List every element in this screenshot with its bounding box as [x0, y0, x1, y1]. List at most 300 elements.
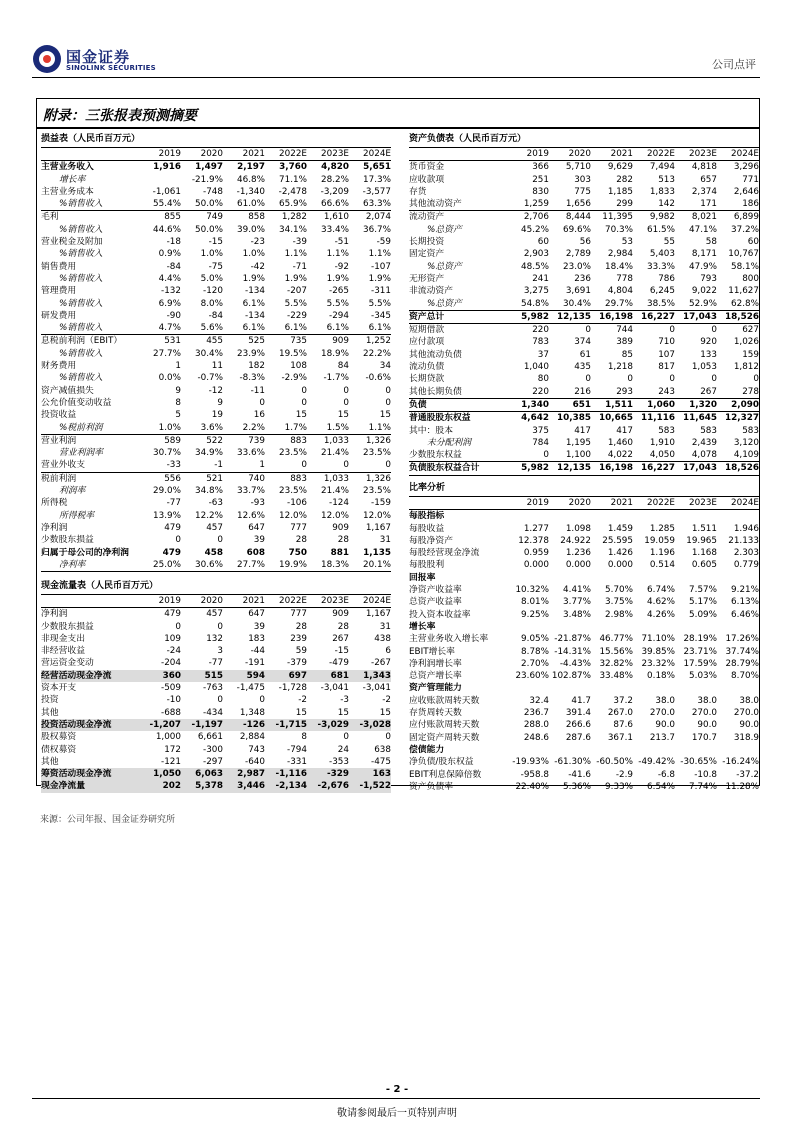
- row-value: -640: [245, 756, 265, 767]
- table-row: [41, 372, 391, 384]
- table-row: [41, 273, 391, 285]
- row-value: 7.74%: [689, 781, 717, 792]
- row-value: 12,135: [549, 462, 591, 475]
- row-label: %总资产: [427, 261, 462, 272]
- row-value: 457: [206, 522, 223, 533]
- row-value: [591, 621, 633, 633]
- table-row: [41, 534, 391, 546]
- row-label: 资产管理能力: [409, 683, 462, 694]
- row-value: 69.6%: [563, 224, 591, 235]
- table-row: [41, 485, 391, 497]
- row-value: 6.46%: [731, 609, 759, 620]
- row-label: 所得税: [41, 498, 68, 509]
- page-header: [0, 0, 794, 90]
- row-value: 0: [217, 695, 223, 706]
- row-value: -15: [208, 237, 223, 248]
- column-header: 2024E: [717, 148, 759, 161]
- row-value: -2: [298, 695, 307, 706]
- row-label: 总资产收益率: [409, 597, 462, 608]
- row-label: 普通股股东权益: [409, 413, 471, 424]
- column-header: 2021: [591, 497, 633, 510]
- row-value: 17.59%: [683, 658, 717, 669]
- row-value: -39: [292, 237, 307, 248]
- row-value: 0: [669, 325, 675, 336]
- row-value: -159: [371, 498, 391, 509]
- row-value: 1.9%: [242, 273, 265, 284]
- row-value: -4.43%: [559, 658, 591, 669]
- row-value: 627: [742, 325, 759, 336]
- row-label: 每股指标: [409, 511, 445, 522]
- table-row: [409, 336, 759, 348]
- row-value: 0: [711, 325, 717, 336]
- row-value: 28: [337, 621, 349, 632]
- row-value: 4,642: [521, 413, 549, 424]
- row-value: 12.0%: [279, 510, 307, 521]
- row-value: 6,899: [733, 212, 759, 223]
- row-value: 58.1%: [731, 261, 759, 272]
- row-value: [675, 682, 717, 694]
- row-value: 657: [700, 174, 717, 185]
- row-value: 1,460: [607, 437, 633, 448]
- row-label: %税前利润: [41, 422, 139, 435]
- row-value: 11.28%: [725, 781, 759, 792]
- row-value: -134: [245, 286, 265, 297]
- table-row: [41, 161, 391, 174]
- row-value: -207: [287, 286, 307, 297]
- table-row: [41, 707, 391, 719]
- row-label: %销售收入: [59, 373, 103, 384]
- row-value: 0: [217, 621, 223, 632]
- row-value: 50.0%: [181, 198, 223, 211]
- row-value: 216: [549, 386, 591, 399]
- row-value: -509: [161, 683, 181, 694]
- table-row: [41, 360, 391, 372]
- row-label: 投资收益: [41, 410, 77, 421]
- row-value: 28: [295, 621, 307, 632]
- row-value: 2.98%: [605, 609, 633, 620]
- row-value: -77: [208, 658, 223, 669]
- row-value: 44.6%: [153, 224, 181, 235]
- row-value: 784: [532, 437, 549, 448]
- header-spacer: [41, 148, 139, 161]
- row-label: 非现金支出: [41, 633, 85, 644]
- row-value: 2,197: [237, 162, 265, 173]
- row-value: -0.7%: [197, 373, 223, 384]
- row-label: 固定资产: [409, 249, 445, 260]
- row-label: 资产减值损失: [41, 385, 94, 396]
- row-value: 743: [248, 744, 265, 755]
- row-label: 销售费用: [41, 261, 77, 272]
- row-label: EBIT利息保障倍数: [409, 769, 482, 780]
- row-value: 27.7%: [223, 559, 265, 572]
- row-value: 267: [332, 633, 349, 644]
- row-value: 239: [290, 633, 307, 644]
- row-value: 11,645: [683, 413, 717, 424]
- row-value: 1.0%: [139, 422, 181, 435]
- row-value: 6.1%: [349, 322, 391, 335]
- row-value: 23.32%: [641, 658, 675, 669]
- row-value: 1.946: [733, 523, 759, 534]
- appendix-title: 附录：三张报表预测摘要: [43, 108, 197, 124]
- row-value: -794: [287, 744, 307, 755]
- row-value: 15: [295, 410, 307, 421]
- row-label: 负债: [409, 398, 507, 411]
- row-value: 5.5%: [284, 298, 307, 309]
- row-value: 6.1%: [223, 322, 265, 335]
- row-value: 583: [742, 425, 759, 436]
- table-row: [41, 731, 391, 743]
- row-label: 投资活动现金净流: [41, 719, 139, 731]
- table-row: [409, 547, 759, 559]
- row-value: 556: [164, 473, 181, 484]
- column-header: 2023E: [307, 595, 349, 608]
- row-value: 438: [374, 633, 391, 644]
- row-value: 710: [658, 337, 675, 348]
- row-value: 771: [742, 174, 759, 185]
- column-header: 2020: [181, 595, 223, 608]
- row-value: -329: [307, 768, 349, 780]
- row-value: 0: [217, 535, 223, 546]
- row-value: 15: [295, 707, 307, 718]
- income-statement-title: 损益表（人民币百万元）: [41, 132, 391, 148]
- row-value: 30.6%: [181, 559, 223, 572]
- row-value: 19: [211, 410, 223, 421]
- row-value: 15: [337, 707, 349, 718]
- row-value: 6,063: [181, 768, 223, 780]
- row-value: 1,282: [281, 212, 307, 223]
- row-label: 营运资金变动: [41, 658, 94, 669]
- table-row: [41, 236, 391, 248]
- table-row: [41, 657, 391, 669]
- row-value: 4,820: [321, 162, 349, 173]
- table-row: [41, 397, 391, 409]
- row-value: -14.31%: [554, 646, 591, 657]
- row-value: 920: [700, 337, 717, 348]
- row-value: -1,728: [278, 683, 307, 694]
- row-value: -8.3%: [239, 373, 265, 384]
- table-row: [409, 719, 759, 731]
- row-value: 0.779: [733, 560, 759, 571]
- row-value: 9,022: [691, 286, 717, 297]
- row-value: 22.40%: [515, 781, 549, 792]
- row-value: 2.70%: [521, 658, 549, 669]
- row-label: 息税前利润（EBIT）: [41, 336, 123, 347]
- table-row: [409, 449, 759, 462]
- header-row: [409, 148, 759, 161]
- row-value: 5.5%: [368, 298, 391, 309]
- row-value: [507, 510, 549, 523]
- row-value: 0: [627, 374, 633, 385]
- row-value: [633, 621, 675, 633]
- row-value: 37.2%: [731, 224, 759, 235]
- row-value: 4,109: [717, 449, 759, 462]
- row-value: 48.5%: [521, 261, 549, 272]
- row-value: 24: [337, 744, 349, 755]
- row-label: 净利率: [41, 559, 139, 572]
- table-row: [41, 198, 391, 211]
- row-label: %销售收入: [59, 249, 103, 260]
- row-value: -3,041: [320, 683, 349, 694]
- row-value: -19.93%: [512, 757, 549, 768]
- row-value: -75: [208, 261, 223, 272]
- row-value: 28: [337, 535, 349, 546]
- row-value: -1,116: [265, 768, 307, 780]
- row-value: 8.0%: [200, 298, 223, 309]
- row-value: 19.059: [644, 535, 675, 546]
- row-value: 10,385: [557, 413, 591, 424]
- row-value: 2,646: [733, 186, 759, 197]
- row-value: 47.1%: [689, 224, 717, 235]
- row-value: 777: [290, 522, 307, 533]
- row-label: %总资产: [427, 224, 462, 235]
- row-value: 56: [579, 237, 591, 248]
- row-value: 30.4%: [549, 298, 591, 311]
- table-row: [409, 186, 759, 198]
- row-value: -15: [334, 646, 349, 657]
- row-value: 33.7%: [237, 486, 265, 497]
- row-value: 0.959: [523, 548, 549, 559]
- row-value: 2,984: [607, 249, 633, 260]
- row-label: 净利润: [41, 522, 68, 533]
- row-value: -267: [371, 658, 391, 669]
- row-value: [675, 510, 717, 523]
- row-value: 202: [139, 780, 181, 792]
- row-value: 740: [248, 473, 265, 484]
- row-value: 1.1%: [349, 422, 391, 435]
- row-value: 0: [301, 397, 307, 408]
- row-value: -6.8: [657, 769, 675, 780]
- row-value: 9: [217, 397, 223, 408]
- row-label: 利润率: [59, 486, 86, 497]
- row-label: 股权募资: [41, 732, 77, 743]
- row-value: 1,033: [323, 473, 349, 484]
- row-value: 0: [343, 385, 349, 396]
- row-value: 236: [574, 273, 591, 284]
- row-value: 0: [175, 535, 181, 546]
- row-value: -23: [250, 237, 265, 248]
- table-row: [409, 682, 759, 694]
- row-value: -1,207: [139, 719, 181, 731]
- row-value: 287.6: [565, 732, 591, 743]
- table-row: [41, 719, 391, 731]
- row-value: 793: [700, 273, 717, 284]
- table-row: [41, 409, 391, 421]
- row-value: -748: [203, 186, 223, 197]
- row-value: 61.5%: [647, 224, 675, 235]
- row-label: 应付账款周转天数: [409, 720, 480, 731]
- table-row: [41, 559, 391, 572]
- row-value: 84: [337, 361, 349, 372]
- row-value: 366: [532, 162, 549, 173]
- row-value: 19.5%: [279, 348, 307, 359]
- row-value: 142: [633, 198, 675, 211]
- row-value: 55.4%: [139, 198, 181, 211]
- table-row: [409, 349, 759, 361]
- table-row: [409, 412, 759, 425]
- table-row: [41, 310, 391, 322]
- row-value: 0: [385, 385, 391, 396]
- row-value: [717, 744, 759, 756]
- row-value: 7,494: [649, 162, 675, 173]
- row-value: 133: [700, 349, 717, 360]
- row-value: 32.4: [529, 695, 549, 706]
- row-value: 1.236: [565, 548, 591, 559]
- row-value: 17,043: [675, 310, 717, 323]
- row-value: -3,209: [320, 186, 349, 197]
- row-value: 1.098: [565, 523, 591, 534]
- row-value: 360: [139, 670, 181, 682]
- row-value: 1,252: [365, 336, 391, 347]
- row-value: 1,340: [507, 398, 549, 411]
- row-value: 12,327: [725, 413, 759, 424]
- row-label: 总资产增长率: [409, 671, 462, 682]
- row-value: 32.82%: [599, 658, 633, 669]
- row-value: 1.9%: [368, 273, 391, 284]
- row-value: -265: [329, 286, 349, 297]
- row-label: 少数股东损益: [41, 621, 94, 632]
- row-value: 5: [175, 410, 181, 421]
- table-row: [409, 609, 759, 621]
- row-value: 66.6%: [307, 198, 349, 211]
- row-value: 0: [585, 325, 591, 336]
- row-value: 0.18%: [647, 671, 675, 682]
- row-value: 1,833: [649, 186, 675, 197]
- ratio-analysis-title: 比率分析: [409, 481, 759, 497]
- row-value: 29.0%: [153, 486, 181, 497]
- row-value: 1,320: [675, 398, 717, 411]
- row-value: 367.1: [607, 732, 633, 743]
- row-value: 681: [307, 670, 349, 682]
- row-value: 6,245: [649, 286, 675, 297]
- row-value: 777: [290, 609, 307, 620]
- table-row: [41, 621, 391, 633]
- row-value: 12.2%: [195, 510, 223, 521]
- table-row: [409, 211, 759, 224]
- row-value: 183: [248, 633, 265, 644]
- row-value: 1,656: [549, 198, 591, 211]
- row-value: 3,275: [523, 286, 549, 297]
- column-header: 2022E: [633, 497, 675, 510]
- row-value: 34.1%: [279, 224, 307, 235]
- row-value: 1,916: [153, 162, 181, 173]
- row-value: -353: [329, 756, 349, 767]
- row-value: -3,029: [307, 719, 349, 731]
- row-value: -134: [245, 310, 265, 321]
- row-label: 营业利润率: [59, 448, 103, 459]
- row-value: 800: [742, 273, 759, 284]
- table-row: [41, 224, 391, 236]
- row-value: 1.9%: [284, 273, 307, 284]
- column-header: 2021: [223, 148, 265, 161]
- row-label: EBIT增长率: [409, 646, 455, 657]
- row-value: 270.0: [733, 708, 759, 719]
- row-label: 投资: [41, 695, 59, 706]
- row-value: 4.26%: [647, 609, 675, 620]
- row-value: -18: [166, 237, 181, 248]
- table-row: [409, 298, 759, 311]
- row-value: 2,706: [523, 212, 549, 223]
- cash-flow-statement: [41, 579, 391, 793]
- row-value: 220: [507, 386, 549, 399]
- row-value: 1: [223, 459, 265, 472]
- row-value: 5,982: [507, 462, 549, 475]
- row-value: 18.4%: [605, 261, 633, 272]
- row-value: 775: [574, 186, 591, 197]
- row-value: 23.0%: [563, 261, 591, 272]
- row-value: [549, 510, 591, 523]
- row-value: 9.05%: [521, 634, 549, 645]
- row-value: 1,610: [323, 212, 349, 223]
- row-label: %销售收入: [41, 322, 139, 335]
- row-value: 15: [337, 410, 349, 421]
- table-row: [409, 236, 759, 248]
- row-value: 267: [675, 386, 717, 399]
- row-value: 1.168: [691, 548, 717, 559]
- row-value: -21.87%: [554, 634, 591, 645]
- row-label: 营业外收支: [41, 459, 139, 472]
- row-value: 3.75%: [605, 597, 633, 608]
- row-value: 17,043: [675, 462, 717, 475]
- row-value: 1,026: [733, 337, 759, 348]
- row-value: 278: [717, 386, 759, 399]
- row-value: 10.32%: [515, 585, 549, 596]
- row-value: -204: [161, 658, 181, 669]
- row-value: 2,987: [223, 768, 265, 780]
- table-row: [41, 174, 391, 186]
- table-row: [41, 608, 391, 621]
- row-label: 税前利润: [41, 473, 77, 484]
- table-row: [409, 273, 759, 285]
- row-value: 248.6: [523, 732, 549, 743]
- row-value: 22.2%: [363, 348, 391, 359]
- row-value: 3,446: [223, 780, 265, 792]
- row-value: -84: [166, 261, 181, 272]
- row-value: -2,478: [278, 186, 307, 197]
- row-value: 23.71%: [683, 646, 717, 657]
- row-value: 47.9%: [689, 261, 717, 272]
- row-value: 37: [537, 349, 549, 360]
- balance-sheet: [409, 132, 759, 476]
- row-value: -1,522: [349, 780, 391, 792]
- row-label: 负债股东权益合计: [409, 462, 507, 475]
- header-spacer: [409, 148, 507, 161]
- row-label: 净利润增长率: [409, 658, 462, 669]
- row-value: 12.0%: [363, 510, 391, 521]
- row-label: 营业税金及附加: [41, 237, 103, 248]
- row-value: 25.595: [602, 535, 633, 546]
- row-value: 38.5%: [633, 298, 675, 311]
- row-value: 1.196: [649, 548, 675, 559]
- table-row: [409, 523, 759, 535]
- row-value: 647: [248, 522, 265, 533]
- balance-sheet-title: 资产负债表（人民币百万元）: [409, 132, 759, 148]
- appendix-box: [36, 98, 760, 792]
- row-label: 长期贷款: [409, 374, 445, 385]
- row-value: 33.6%: [237, 448, 265, 459]
- table-row: [41, 744, 391, 756]
- column-header: 2022E: [265, 595, 307, 608]
- row-value: 303: [574, 174, 591, 185]
- row-label: 归属于母公司的净利润: [41, 547, 129, 558]
- row-value: [591, 682, 633, 694]
- row-value: 28.19%: [683, 634, 717, 645]
- table-row: [409, 572, 759, 584]
- row-value: -21.9%: [191, 174, 223, 185]
- row-value: 80: [537, 374, 549, 385]
- table-row: [41, 547, 391, 559]
- row-label: 经营活动现金净流: [41, 670, 139, 682]
- row-value: -1,340: [236, 186, 265, 197]
